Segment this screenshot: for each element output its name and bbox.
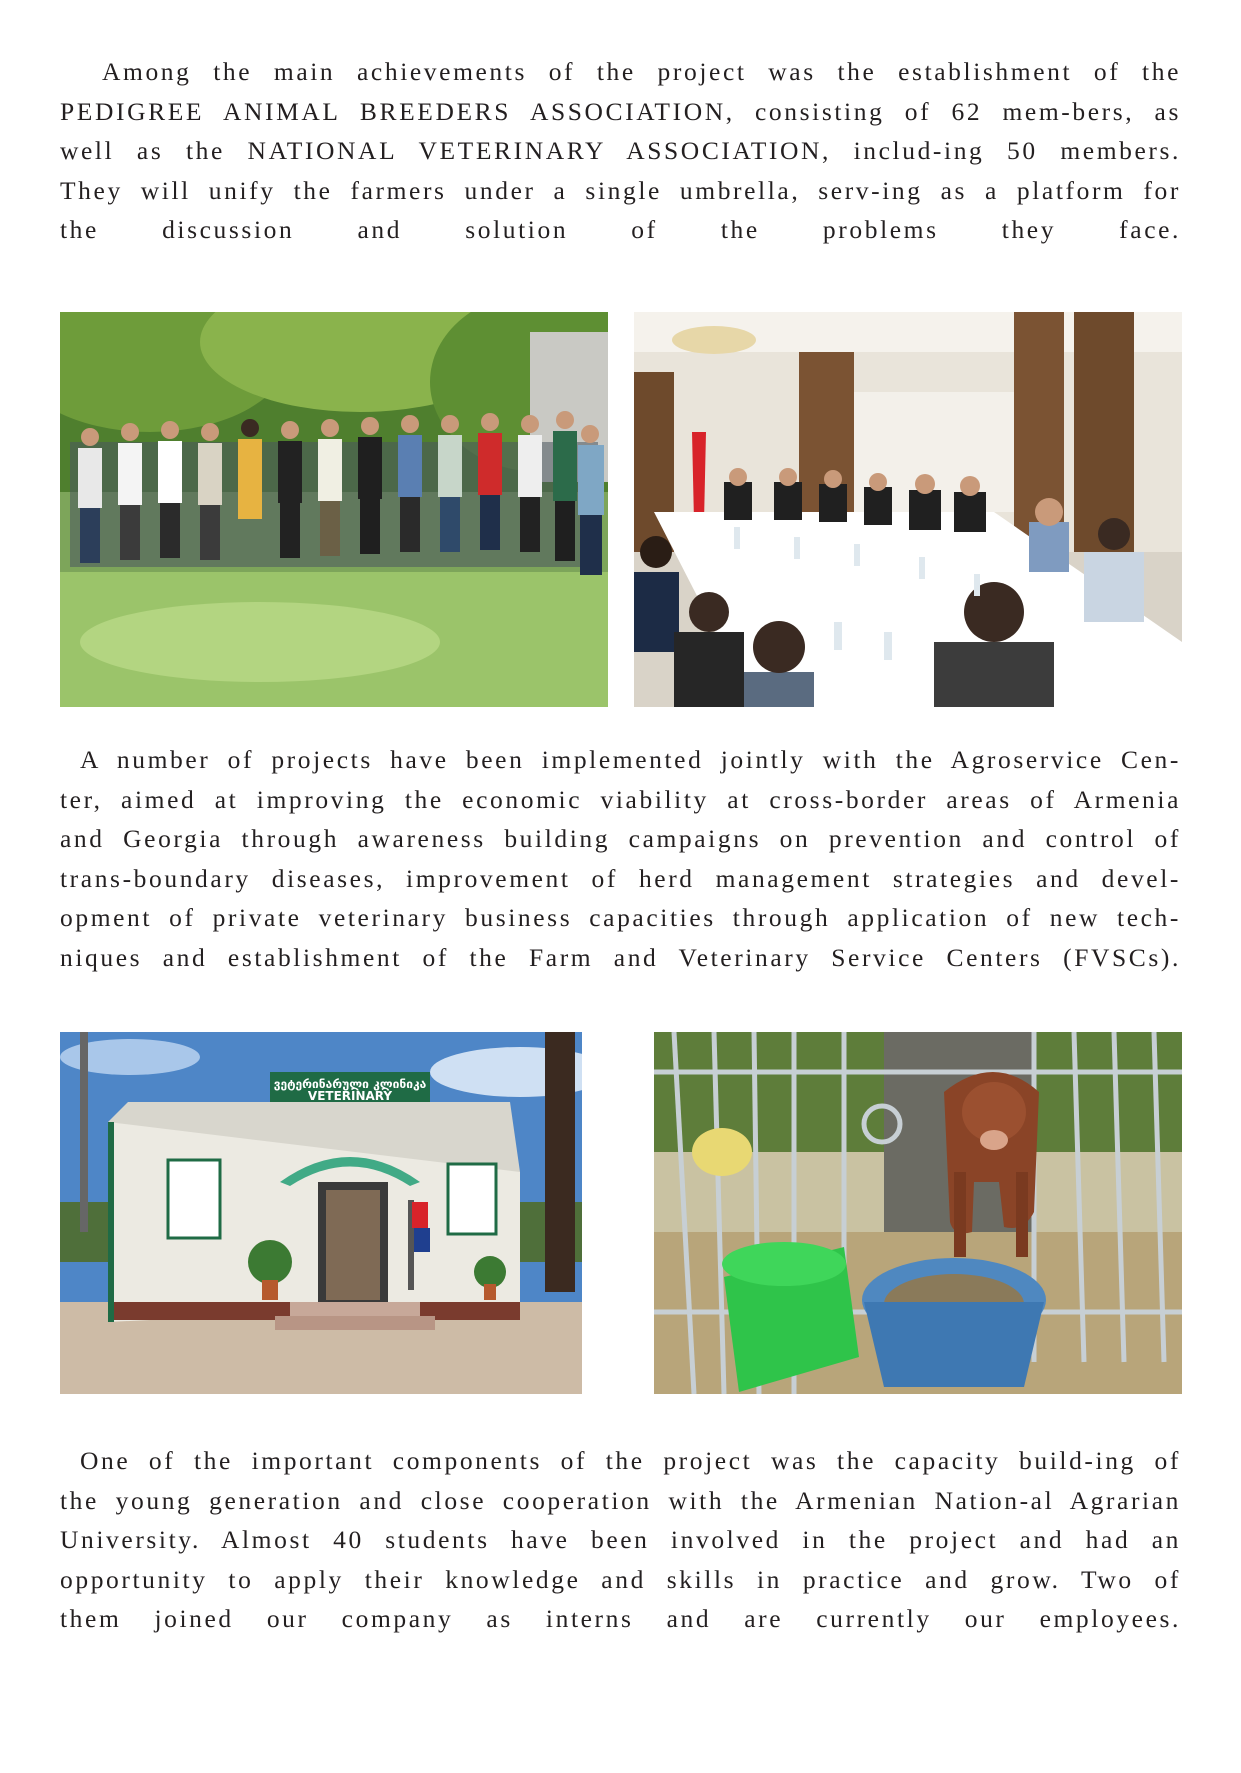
projects-paragraph: A number of projects have been implemented jointly with the Agroservice Cen-ter, aimed at improving the economic viability at cross-border areas of Armenia and Georgia through awareness building campaigns on prevention and control of trans-boundary diseases, improvement of herd management strategies and devel-opment of private veterinary business capacities through application of new tech-niques and establishment of the Farm and Veterinary Service Centers (FVSCs). (60, 745, 1181, 972)
intro-paragraph: Among the main achievements of the project was the establishment of the PEDIGREE ANIMAL BREEDERS ASSOCIATION, consisting of 62 mem-bers, as well as the NATIONAL VETERINARY ASSOCIATION, includ-ing 50 members. They will unify the farmers under a single umbrella, serv-ing as a platform for the discussion and solution of the problems they face. (60, 57, 1181, 244)
meeting-photo (634, 312, 1182, 707)
students-paragraph: One of the important components of the project was the capacity build-ing of the young generation and close cooperation with the Armenian Nation-al Agrarian University. Almost 40 students have been involved in the project and had an opportunity to apply their knowledge and skills in practice and grow. Two of them joined our company as interns and are currently our employees. (60, 1446, 1181, 1633)
group-photo (60, 312, 608, 707)
veterinary-building-photo (60, 1032, 582, 1394)
calf-photo (654, 1032, 1182, 1394)
clinic-sign-subtext: VETERINARY (307, 1089, 393, 1103)
clinic-sign-text: ვეტერინარული კლინიკა (273, 1077, 427, 1091)
